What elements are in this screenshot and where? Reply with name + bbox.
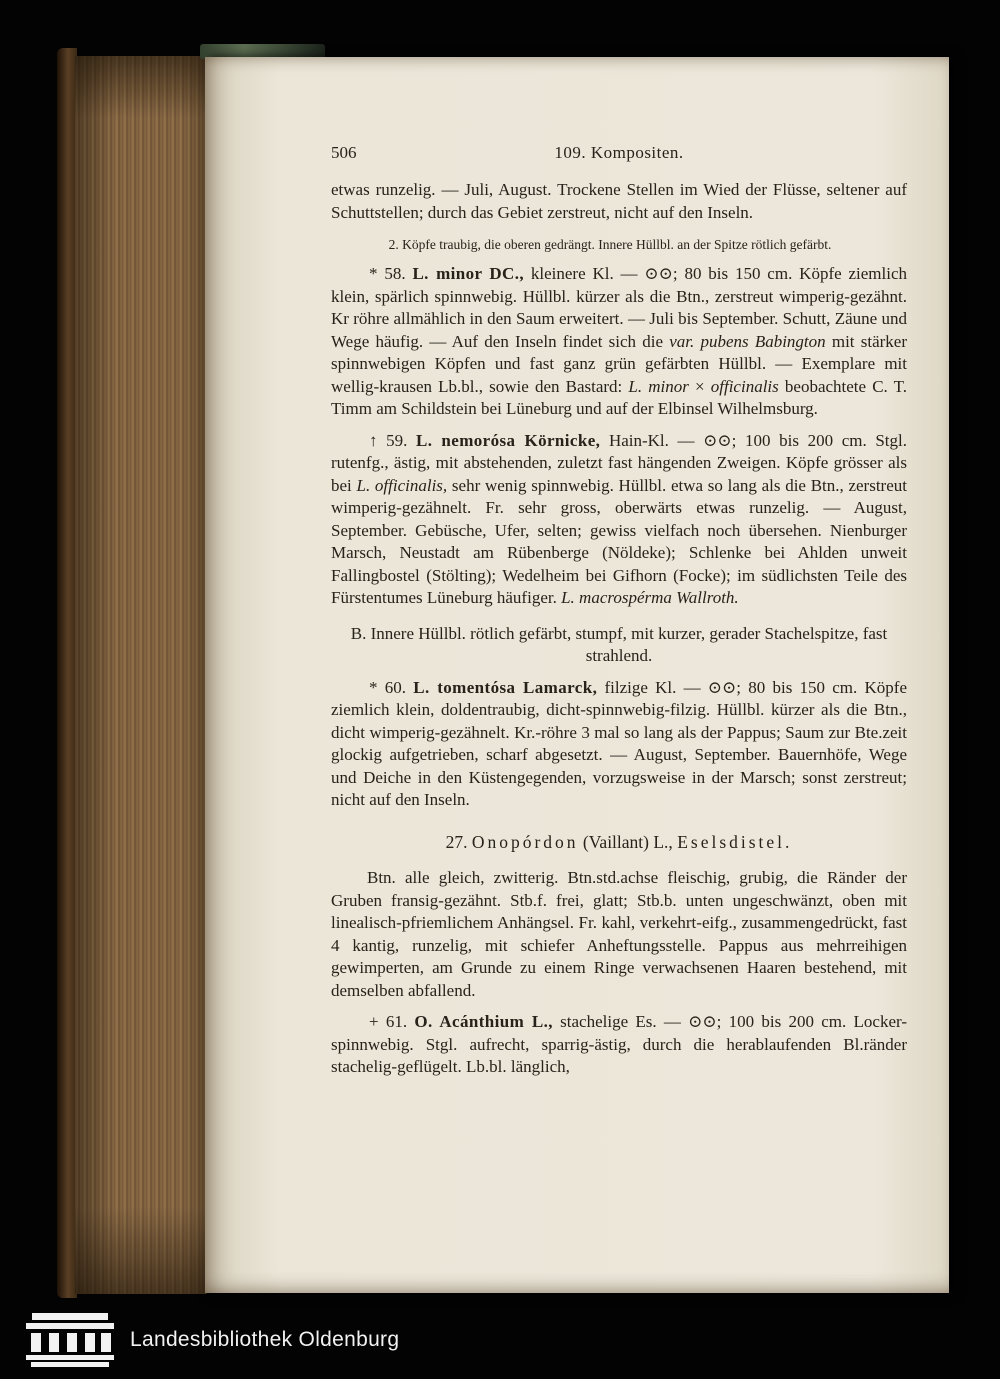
text-column	[331, 179, 907, 1079]
page-number: 506	[331, 143, 357, 162]
book-page-edges	[75, 56, 207, 1294]
text-segment-normal: (Vaillant) L.,	[578, 831, 678, 852]
library-name: Landesbibliothek Oldenburg	[130, 1328, 400, 1351]
text-segment-normal: kleinere Kl. — ⊙⊙; 80 bis 150 cm. Köpfe ziemlich klein, spärlich spinnwebig. Hüllbl. kürzer als die Btn., zerstreut wimperig-gezähnt. Kr röhre allmählich in den Saum erweitert. — Juli bis September. Schutt, Zäune und Wege häufig. — Auf den Inseln findet sich die	[331, 264, 908, 351]
text-segment-spaced: Eselsdistel.	[677, 831, 793, 852]
text-segment-italic: L. officinalis,	[356, 475, 448, 495]
text-segment-normal: mit stärker spinnwebigen Köpfen und fast ganz grün gefärbten Hüllbl. — Exemplare mit wellig-krausen Lb.bl., sowie den Bastard:	[331, 331, 907, 396]
text-segment-italic: L. minor	[628, 376, 689, 396]
text-segment-normal: filzige Kl. — ⊙⊙; 80 bis 150 cm. Köpfe ziemlich klein, doldentraubig, dicht-spinnwebig-filzig. Hüllbl. kürzer als die Btn., dicht wimperig-gezähnelt. Kr.-röhre 3 mal so lang als der Pappus; Saum zur Bte.zeit glockig aufgetrieben, scharf abgesetzt. — August, September. Bauernhöfe, Wege und Deiche in den Küstengegenden, vorzugsweise in der Marsch; sonst zerstreut; nicht auf den Inseln.	[331, 677, 907, 809]
text-segment-normal: * 58.	[369, 264, 413, 283]
species-entry-58	[331, 263, 907, 421]
species-entry-59	[331, 430, 907, 610]
text-segment-bold: O. Acánthium L.,	[414, 1012, 553, 1031]
text-segment-bold: L. nemorósa Körnicke,	[416, 430, 601, 450]
page-content-area	[331, 143, 907, 1263]
text-segment-normal: etwas runzelig. — Juli, August. Trockene Stellen im Wied der Flüsse, seltener auf Schuttstellen; durch das Gebiet zerstreut, nicht auf den Inseln.	[331, 180, 907, 222]
paragraph-continuation	[331, 179, 907, 224]
text-segment-spaced: Onopórdon	[471, 831, 579, 852]
species-entry-60	[331, 677, 907, 812]
text-segment-normal: beobachtete C. T. Timm am Schildstein bei Lüneburg und auf der Elbinsel Wilhelmsburg.	[331, 376, 908, 418]
page-header	[331, 143, 907, 169]
text-segment-normal: Hain-Kl. — ⊙⊙; 100 bis 200 cm. Stgl. rutenfg., ästig, mit abstehenden, zuletzt fast hängenden Zweigen. Köpfe grösser als bei	[331, 430, 907, 495]
species-entry-61	[331, 1011, 907, 1079]
text-segment-bold: L. minor DC.,	[412, 264, 525, 283]
text-segment-normal: 27.	[445, 831, 472, 852]
text-segment-normal: sehr wenig spinnwebig. Hüllbl. etwa so lang als die Btn., zerstreut wimperig-gezähnelt. Fr. sehr gross, oberwärts etwas runzelig. — August, September. Gebüsche, Ufer, selten; gewiss vielfach noch übersehen. Nienburger Marsch, Neustadt am Rübenberge (Nöldeke); Schlenke bei Ahlden unweit Fallingbostel (Stölting); Wedelheim bei Gifhorn (Focke); im südlichsten Teile des Fürstentumes Lüneburg häufiger.	[331, 475, 907, 607]
book-cover-edge	[57, 48, 77, 1298]
key-line-B	[331, 623, 907, 668]
text-segment-normal: B. Innere Hüllbl. rötlich gefärbt, stumpf, mit kurzer, gerader Stachelspitze, fast strahlend.	[350, 623, 888, 665]
text-segment-normal: Btn. alle gleich, zwitterig. Btn.std.achse fleischig, grubig, die Ränder der Gruben fransig-gezähnt. Stb.f. frei, glatt; Stb.b. unten ungeschwänzt, oben mit linealisch-pfriemlichem Anhängsel. Fr. kahl, verkehrt-eifg., zusammengedrückt, fast 4 kantig, runzelig, mit schiefer Anheftungsstelle. Pappus aus mehrreihigen gewimperten, am Grunde zu einem Ringe verwachsenen Haaren bestehend, mit demselben abfallend.	[331, 868, 907, 1000]
text-segment-italic: officinalis	[710, 376, 779, 396]
text-segment-normal: ↑ 59.	[369, 430, 416, 450]
text-segment-normal: * 60.	[369, 677, 414, 697]
text-segment-normal: ×	[688, 376, 711, 396]
library-building-icon	[26, 1313, 114, 1367]
genus-description	[331, 867, 907, 1002]
text-segment-italic: L. macrospérma Wallroth.	[561, 588, 739, 607]
running-title: 109. Kompositen.	[554, 143, 684, 162]
genus-heading-27	[331, 831, 907, 854]
text-segment-normal: 2. Köpfe traubig, die oberen gedrängt. Innere Hüllbl. an der Spitze rötlich gefärbt.	[388, 237, 832, 252]
text-segment-normal: stachelige Es. — ⊙⊙; 100 bis 200 cm. Locker-spinnwebig. Stgl. aufrecht, sparrig-ästig, durch die herablaufenden Bl.ränder stachelig-geflügelt. Lb.bl. länglich,	[331, 1012, 907, 1076]
key-note-2	[331, 236, 889, 253]
scan-footer	[26, 1311, 399, 1369]
book-page	[205, 57, 949, 1293]
text-segment-bold: L. tomentósa Lamarck,	[413, 677, 598, 697]
text-segment-normal: + 61.	[369, 1012, 415, 1031]
text-segment-italic: var. pubens Babington	[669, 331, 826, 351]
